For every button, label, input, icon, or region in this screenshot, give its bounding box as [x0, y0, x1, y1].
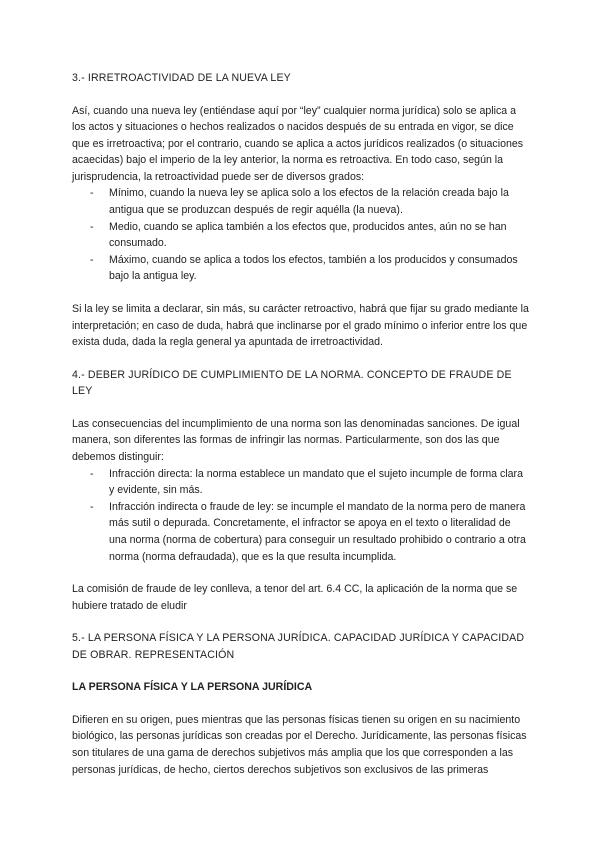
list-item: - Mínimo, cuando la nueva ley se aplica solo a los efectos de la relación creada bajo la antigua que se produzcan después de regir aquélla (la nueva). [90, 187, 509, 217]
section-5-body: Difieren en su origen, pues mientras que las personas físicas tienen su origen en su nacimiento biológico, las personas jurídicas son creadas por el Derecho. Jurídicamente, las personas físicas son titulares de una gama de derechos subjetivos más amplia que los que corresponden a las personas jurídicas, de hecho, ciertos derechos subjetivos son exclusivos de las primeras [72, 713, 527, 776]
section-4-heading: 4.- DEBER JURÍDICO DE CUMPLIMIENTO DE LA NORMA. CONCEPTO DE FRAUDE DE LEY [72, 368, 512, 398]
section-3-intro: Así, cuando una nueva ley (entiéndase aquí por “ley” cualquier norma jurídica) solo se aplica a los actos y situaciones o hechos realizados o nacidos después de su entrada en vigor, se dice que es irretroactiva; por el contrario, cuando se aplica a actos jurídicos realizados (o situaciones acaecidas) bajo el imperio de la ley anterior, la norma es retroactiva. En todo caso, según la jurisprudencia, la retroactividad puede ser de diversos grados: [72, 104, 524, 183]
list-item: - Medio, cuando se aplica también a los efectos que, producidos antes, aún no se han consumado. [90, 220, 507, 250]
section-3-heading: 3.- IRRETROACTIVIDAD DE LA NUEVA LEY [72, 72, 291, 84]
section-5-heading: 5.- LA PERSONA FÍSICA Y LA PERSONA JURÍDICA. CAPACIDAD JURÍDICA Y CAPACIDAD DE OBRAR. REPRESENTACIÓN [72, 632, 525, 661]
list-marker: - [90, 187, 94, 200]
section-4-list [72, 466, 530, 566]
section-3-closing: Si la ley se limita a declarar, sin más, su carácter retroactivo, habrá que fijar su grado mediante la interpretación; en caso de duda, habrá que inclinarse por el grado mínimo o inferior entre los que exista duda, dada la regla general ya apuntada de irretroactividad. [72, 303, 529, 349]
list-item: - Infracción indirecta o fraude de ley: se incumple el mandato de la norma pero de manera más sutil o depurada. Concretamente, el infractor se apoya en el texto o literalidad de una norma (norma de cobertura) para conseguir un resultado prohibido o contrario a otra norma (norma defraudada), que es la que resulta incumplida. [90, 500, 526, 563]
list-marker: - [90, 467, 94, 480]
list-marker: - [90, 500, 94, 513]
section-4-closing: La comisión de fraude de ley conlleva, a tenor del art. 6.4 CC, la aplicación de la norma que se hubiere tratado de eludir [72, 583, 518, 612]
list-marker: - [90, 253, 94, 266]
section-4-intro: Las consecuencias del incumplimiento de una norma son las denominadas sanciones. De igual manera, son diferentes las formas de infringir las normas. Particularmente, son dos las que debemos distinguir: [72, 417, 520, 463]
section-3-list [72, 185, 530, 285]
list-item: - Infracción directa: la norma establece un mandato que el sujeto incumple de forma clara y evidente, sin más. [90, 467, 523, 497]
list-marker: - [90, 220, 94, 233]
section-5-subheading: LA PERSONA FÍSICA Y LA PERSONA JURÍDICA [72, 681, 313, 694]
list-item: - Máximo, cuando se aplica a todos los efectos, también a los producidos y consumados bajo la antigua ley. [90, 253, 518, 283]
